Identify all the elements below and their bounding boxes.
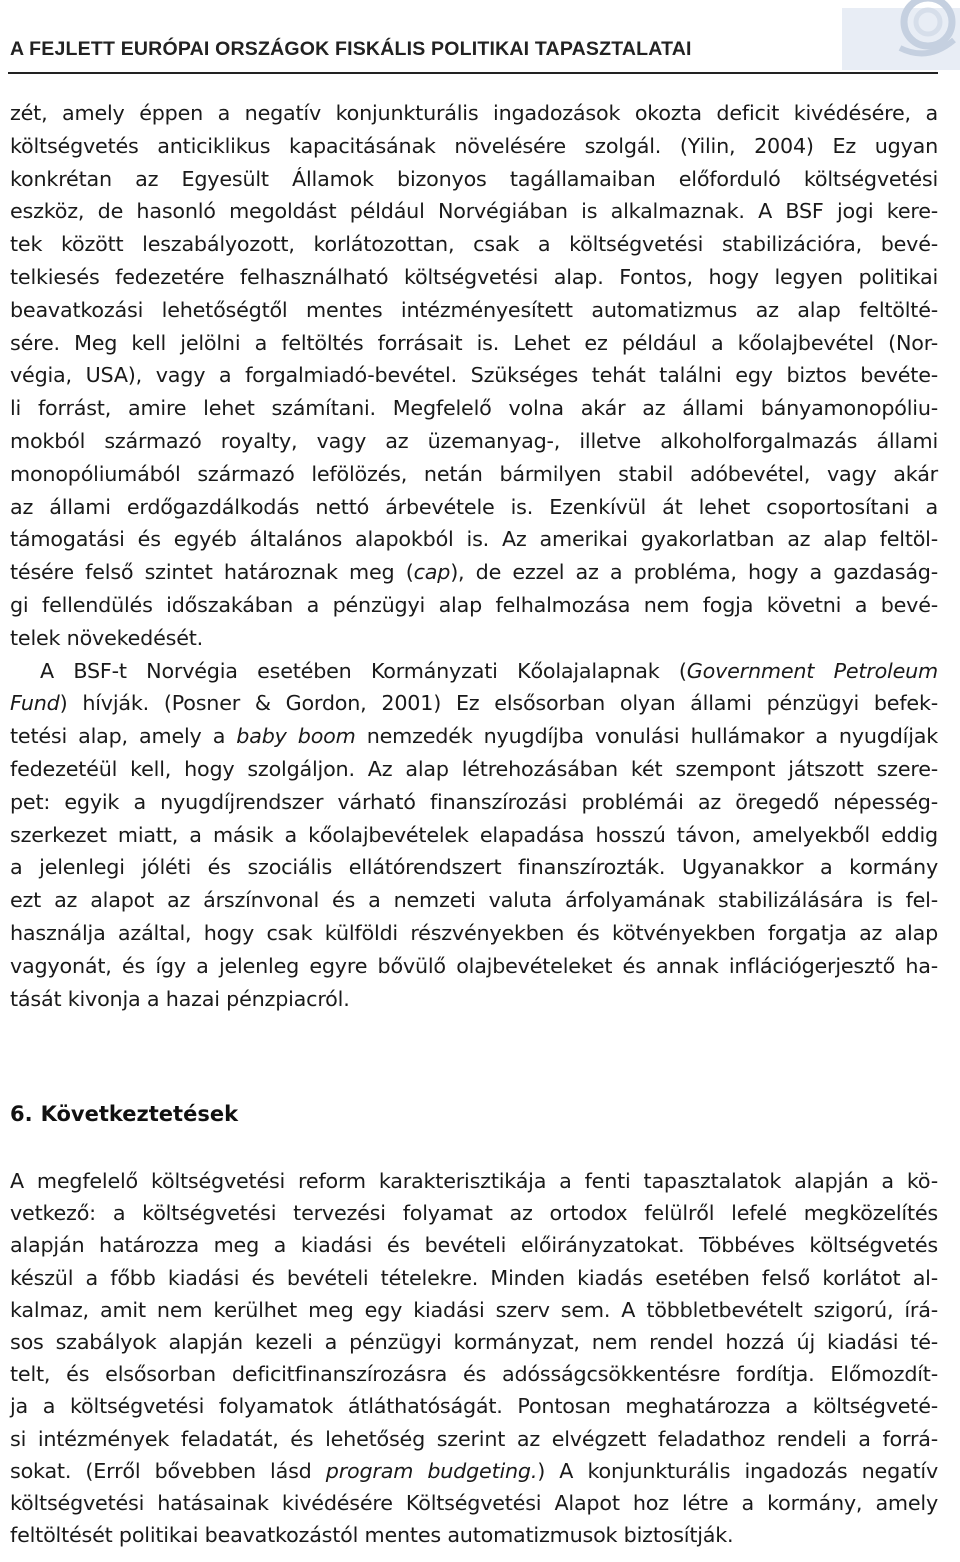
body-text-paragraph-3 — [10, 1165, 938, 1551]
text-line: fedezetéül kell, hogy szolgáljon. Az alap létrehozásában két szempont játszott szere- — [10, 756, 938, 781]
italic-term: Fund — [10, 691, 60, 716]
text-line — [10, 1455, 938, 1487]
text-run: sokat. (Erről bővebben lásd — [10, 1458, 326, 1483]
text-line: kalmaz, amit nem kerülhet meg egy kiadási szerv sem. A többletbevételt szigorú, írá- — [10, 1297, 938, 1322]
text-line: A megfelelő költségvetési reform karakterisztikája a fenti tapasztalatok alapján a kö- — [10, 1169, 938, 1193]
text-line: monopóliumából származó lefölözés, netán bármilyen stabil adóbevétel, vagy akár — [10, 461, 938, 486]
circle-swirl-logo-icon — [842, 0, 960, 70]
text-line: költségvetés anticiklikus kapacitásának növelésére szolgál. (Yilin, 2004) Ez ugyan — [10, 133, 938, 158]
text-line — [10, 655, 938, 688]
text-line: telkiesés fedezetére felhasználható költségvetési alap. Fontos, hogy legyen politikai — [10, 264, 938, 289]
text-line: vetkező: a költségvetési tervezési folyamat az ortodox felülről lefelé megközelítés — [10, 1201, 938, 1226]
text-line: sos szabályok alapján kezeli a pénzügyi kormányzat, nem rendel hozzá új kiadási té- — [10, 1329, 938, 1354]
section-number: 6. — [10, 1102, 33, 1126]
text-line: alapján határozza meg a kiadási és bevételi előirányzatokat. Többéves költségvetés — [10, 1233, 938, 1258]
text-line: az állami erdőgazdálkodás nettó árbevétele is. Ezenkívül át lehet csoportosítani a — [10, 494, 938, 519]
italic-term: cap — [413, 560, 451, 585]
text-line: ja a költségvetési folyamatok átláthatóságát. Pontosan meghatározza a költségveté- — [10, 1394, 938, 1419]
text-line: eszköz, de hasonló megoldást például Norvégiában is alkalmaznak. A BSF jogi kere- — [10, 199, 938, 224]
running-header-title: A FEJLETT EURÓPAI ORSZÁGOK FISKÁLIS POLITIKAI TAPASZTALATAI — [10, 38, 692, 60]
text-line: feltöltését politikai beavatkozástól mentes automatizmusok biztosítják. — [10, 1523, 734, 1548]
text-line: mokból származó royalty, vagy az üzemanyag-, illetve alkoholforgalmazás állami — [10, 428, 938, 453]
text-line — [10, 720, 938, 753]
text-line: tek között leszabályozott, korlátozottan, csak a költségvetési stabilizációra, bevé- — [10, 232, 938, 257]
text-line: beavatkozási lehetőségtől mentes intézményesített automatizmus az alap feltölté- — [10, 297, 938, 322]
text-line: készül a főbb kiadási és bevételi tételekre. Minden kiadás esetében felső korlátot al- — [10, 1265, 938, 1290]
body-text-paragraphs-1-2 — [10, 97, 938, 1015]
text-line: a jelenlegi jóléti és szociális ellátórendszert finanszírozták. Ugyanakkor a kormány — [10, 855, 938, 880]
text-line: szerkezet miatt, a másik a kőolajbevételek elapadása hosszú távon, amelyekből eddig — [10, 822, 938, 847]
text-line: támogatási és egyéb általános alapokból is. Az amerikai gyakorlatban az alap feltöl- — [10, 527, 938, 552]
section-heading — [10, 1098, 238, 1130]
text-line: vagyonát, és így a jelenleg egyre bővülő olajbevételeket és annak inflációgerjesztő ha- — [10, 953, 938, 978]
text-line: végia, USA), vagy a forgalmiadó-bevétel. Szükséges tehát találni egy biztos bevéte- — [10, 363, 938, 388]
text-line: költségvetési hatásainak kivédésére Költségvetési Alapot hoz létre a kormány, amely — [10, 1490, 938, 1515]
text-line: konkrétan az Egyesült Államok bizonyos tagállamaiban előforduló költségvetési — [10, 166, 938, 191]
text-line — [10, 556, 938, 589]
text-line: li forrást, amire lehet számítani. Megfelelő volna akár az állami bányamonopóliu- — [10, 396, 938, 421]
italic-term: baby boom — [236, 724, 356, 749]
text-line: si intézmények feladatát, és lehetőség szerint az elvégzett feladathoz rendeli a forrá- — [10, 1426, 938, 1451]
text-line: ezt az alapot az árszínvonal és a nemzeti valuta árfolyamának stabilizálására is fel- — [10, 888, 938, 913]
text-line: sére. Meg kell jelölni a feltöltés forrásait is. Lehet ez például a kőolajbevétel (Nor- — [10, 330, 938, 355]
text-line: gi fellendülés időszakában a pénzügyi alap felhalmozása nem fogja követni a bevé- — [10, 592, 938, 617]
text-line: tását kivonja a hazai pénzpiacról. — [10, 986, 350, 1011]
text-run: ), de ezzel az a probléma, hogy a gazdaság- — [450, 560, 938, 585]
text-run: tésére felső szintet határoznak meg ( — [10, 560, 414, 585]
text-line: telek növekedését. — [10, 625, 204, 650]
text-line: zét, amely éppen a negatív konjunkturális ingadozások okozta deficit kivédésére, a — [10, 101, 938, 125]
text-line: telt, és elsősorban deficitfinanszírozásra és adósságcsökkentésre fordítja. Előmozdít- — [10, 1362, 938, 1387]
italic-term: Government Petroleum — [686, 658, 938, 683]
italic-term: program budgeting. — [325, 1458, 538, 1483]
section-title: Következtetések — [40, 1102, 239, 1126]
text-line: pet: egyik a nyugdíjrendszer várható finanszírozási problémái az öregedő népesség- — [10, 789, 938, 814]
text-run: A BSF-t Norvégia esetében Kormányzati Kőolajalapnak ( — [40, 658, 687, 683]
page-header — [8, 0, 938, 74]
text-run: tetési alap, amely a — [10, 724, 237, 749]
text-line: használja azáltal, hogy csak külföldi részvényekben és kötvényekben forgatja az alap — [10, 920, 938, 945]
text-run: nemzedék nyugdíjba vonulási hullámakor a nyugdíjak — [355, 724, 938, 749]
text-line — [10, 687, 938, 720]
text-run: ) hívják. (Posner & Gordon, 2001) Ez elsősorban olyan állami pénzügyi befek- — [59, 691, 938, 716]
text-run: ) A konjunkturális ingadozás negatív — [537, 1458, 938, 1483]
